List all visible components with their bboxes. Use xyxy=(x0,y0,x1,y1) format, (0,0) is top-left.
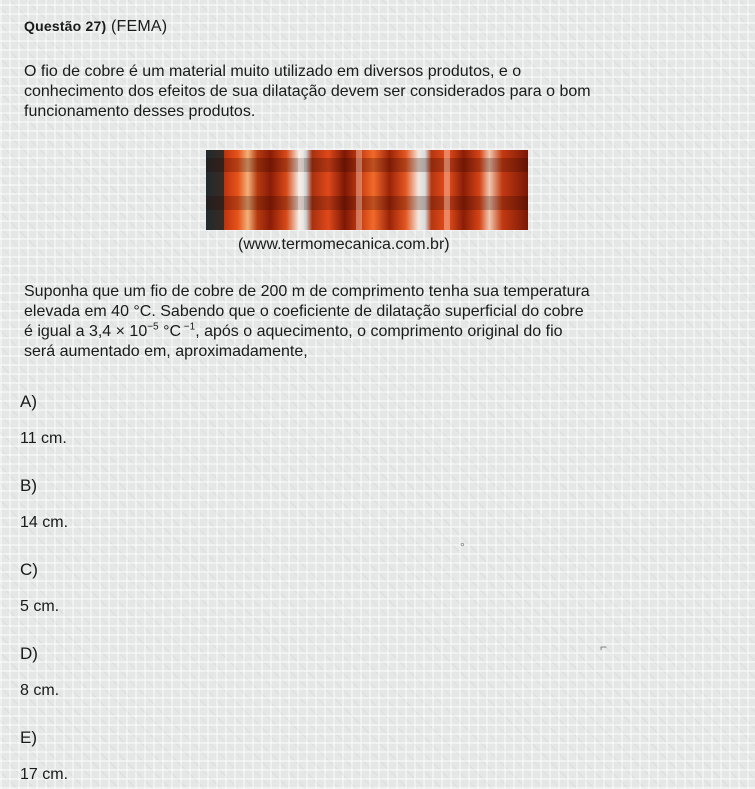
photo-highlight xyxy=(356,150,362,230)
statement-line xyxy=(24,322,724,342)
photo-band xyxy=(206,158,528,172)
exponent: −1 xyxy=(181,321,196,333)
statement-line: elevada em 40 °C. Sabendo que o coeficiente de dilatação superficial do cobre xyxy=(24,303,584,320)
question-source: (FEMA) xyxy=(111,18,168,35)
figure-caption: (www.termomecanica.com.br) xyxy=(238,236,450,253)
option-e-value[interactable]: 17 cm. xyxy=(20,766,69,783)
option-a-value[interactable]: 11 cm. xyxy=(20,430,67,447)
question-number: Questão 27) xyxy=(24,18,107,34)
stray-dot-mark: ° xyxy=(460,540,465,554)
question-header xyxy=(24,18,167,36)
intro-line: conhecimento dos efeitos de sua dilatação devem ser considerados para o bom xyxy=(24,83,591,100)
statement-line: será aumentado em, aproximadamente, xyxy=(24,343,308,360)
statement-text: °C xyxy=(158,323,182,340)
photo-highlight xyxy=(444,150,450,230)
option-b-value[interactable]: 14 cm. xyxy=(20,514,69,531)
intro-line: O fio de cobre é um material muito utilizado em diversos produtos, e o xyxy=(24,63,522,80)
option-d-value[interactable]: 8 cm. xyxy=(20,682,60,699)
intro-line: funcionamento desses produtos. xyxy=(24,103,256,120)
option-a-letter[interactable]: A) xyxy=(20,392,37,411)
statement-line: Suponha que um fio de cobre de 200 m de comprimento tenha sua temperatura xyxy=(24,283,590,300)
cursor-mark-icon: ⌐ xyxy=(600,640,608,654)
option-b-letter[interactable]: B) xyxy=(20,476,37,495)
question-statement xyxy=(24,282,724,362)
exponent: −5 xyxy=(147,321,159,333)
option-e-letter[interactable]: E) xyxy=(20,728,37,747)
photo-band xyxy=(206,196,528,210)
photo-highlight xyxy=(298,150,304,230)
option-d-letter[interactable]: D) xyxy=(20,644,38,663)
option-c-letter[interactable]: C) xyxy=(20,560,38,579)
intro-paragraph xyxy=(24,62,724,122)
copper-wire-photo xyxy=(206,150,528,230)
statement-text: é igual a 3,4 × 10 xyxy=(24,323,148,340)
option-c-value[interactable]: 5 cm. xyxy=(20,598,60,615)
statement-text: , após o aquecimento, o comprimento original do fio xyxy=(195,323,563,340)
